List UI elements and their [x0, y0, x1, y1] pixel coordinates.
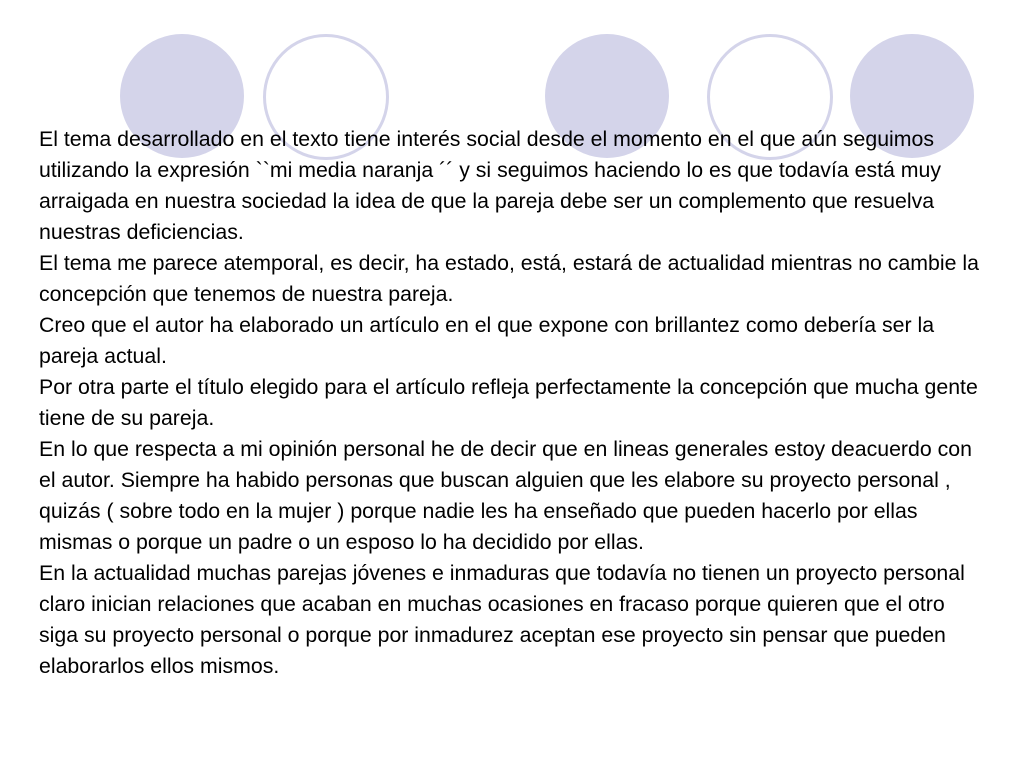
- paragraph: En lo que respecta a mi opinión personal he de decir que en lineas generales estoy deacuerdo con el autor. Siempre ha habido personas que buscan alguien que les elabore su proyecto personal , quizás ( sobre todo en la mujer ) porque nadie les ha enseñado que pueden hacerlo por ellas mismas o porque un padre o un esposo lo ha decidido por ellas.: [39, 437, 972, 554]
- paragraph: En la actualidad muchas parejas jóvenes e inmaduras que todavía no tienen un proyecto personal claro inician relaciones que acaban en muchas ocasiones en fracaso porque quieren que el otro siga su proyecto personal o porque por inmadurez aceptan ese proyecto sin pensar que pueden elaborarlos ellos mismos.: [39, 561, 965, 678]
- paragraph: El tema me parece atemporal, es decir, ha estado, está, estará de actualidad mientras no cambie la concepción que tenemos de nuestra pareja.: [39, 251, 979, 306]
- paragraph: Por otra parte el título elegido para el artículo refleja perfectamente la concepción que mucha gente tiene de su pareja.: [39, 375, 978, 430]
- paragraph: El tema desarrollado en el texto tiene interés social desde el momento en el que aún seguimos utilizando la expresión ``mi media naranja ´´ y si seguimos haciendo lo es que todavía está muy arraigada en nuestra sociedad la idea de que la pareja debe ser un complemento que resuelva nuestras deficiencias.: [39, 127, 942, 244]
- slide-body-text: [39, 124, 979, 682]
- paragraph: Creo que el autor ha elaborado un artículo en el que expone con brillantez como debería ser la pareja actual.: [39, 313, 935, 368]
